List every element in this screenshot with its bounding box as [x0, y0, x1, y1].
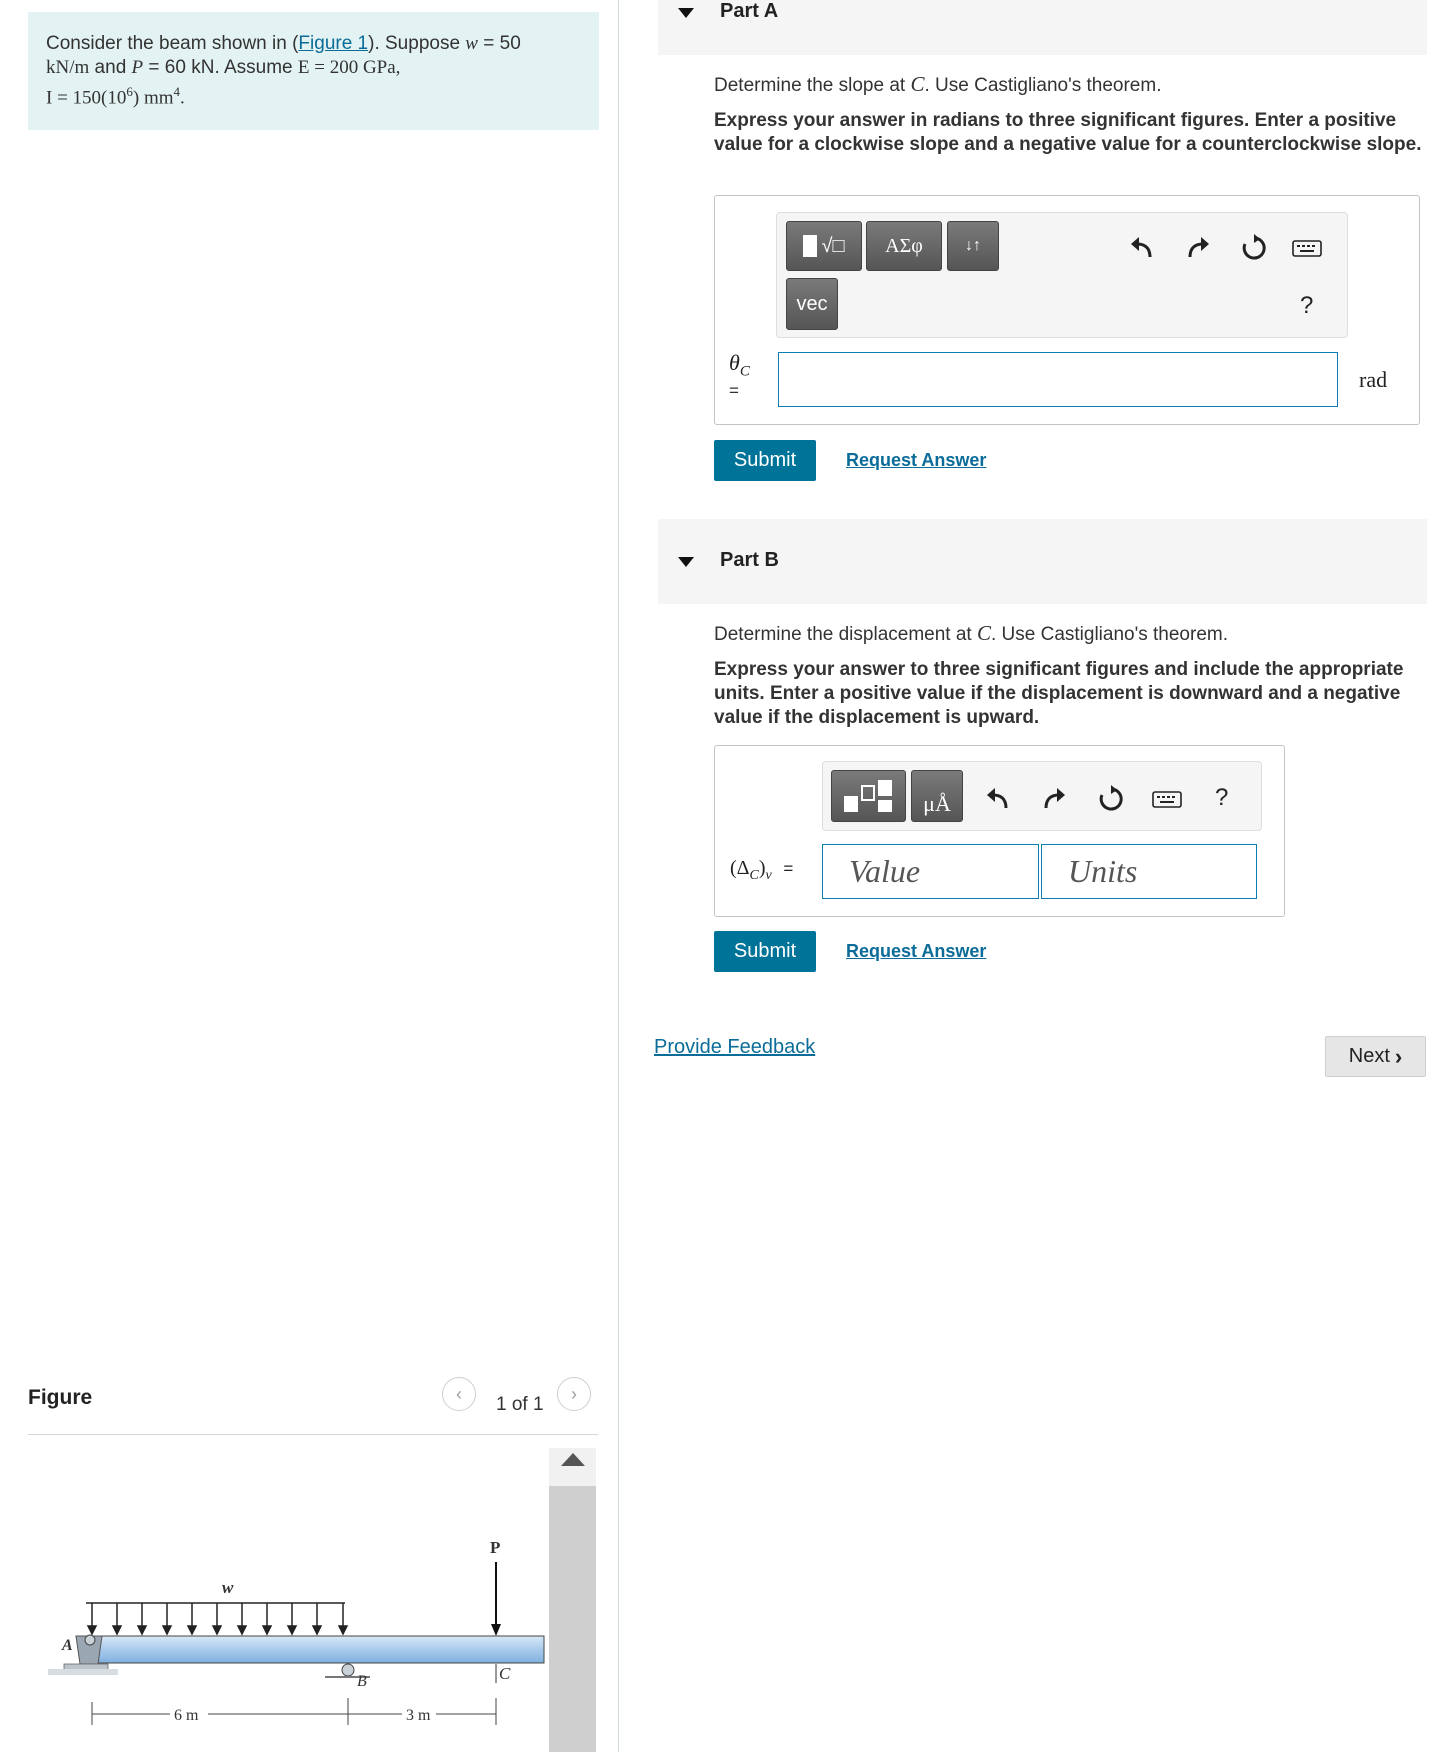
value-placeholder: Value [849, 853, 921, 889]
collapse-triangle-icon [678, 8, 694, 18]
question-text: . Use Castigliano's theorem. [990, 624, 1228, 645]
w-unit: kN/m [46, 57, 90, 78]
reset-icon [1097, 785, 1125, 813]
reset-icon [1240, 234, 1268, 262]
vec-button[interactable]: vec [786, 278, 838, 330]
label-P: P [490, 1538, 501, 1557]
problem-text: and [89, 57, 132, 78]
units-placeholder: Units [1068, 853, 1138, 889]
keyboard-button[interactable] [1150, 787, 1184, 811]
scroll-up-button[interactable] [549, 1448, 596, 1486]
theta-symbol: θ [729, 350, 740, 375]
problem-text: ). Suppose [368, 33, 466, 54]
i-exponent: 6 [126, 84, 133, 99]
redo-button[interactable] [1183, 232, 1215, 264]
part-b-header[interactable] [658, 519, 1427, 604]
units-input[interactable] [1041, 844, 1257, 899]
keyboard-icon [1152, 789, 1182, 809]
problem-text: . [180, 87, 185, 109]
i-unit: ) mm [132, 87, 174, 109]
value-input[interactable] [822, 844, 1039, 899]
next-label: Next [1348, 1045, 1390, 1067]
help-button[interactable]: ? [1215, 784, 1229, 811]
reset-button[interactable] [1238, 232, 1270, 264]
provide-feedback-link[interactable]: Provide Feedback [654, 1036, 816, 1058]
unit-rad: rad [1359, 367, 1388, 392]
delta-symbol: (Δ [730, 857, 750, 879]
part-a-question [714, 72, 1161, 97]
keyboard-icon [1292, 238, 1322, 258]
part-a-label: Part A [720, 0, 779, 22]
e-equation: E = 200 GPa, [297, 57, 401, 78]
p-value: = 60 kN [143, 57, 215, 78]
part-a-submit-button[interactable]: Submit [714, 440, 816, 481]
beam-figure [40, 1440, 545, 1752]
question-var: C [976, 621, 991, 645]
panel-divider [618, 0, 619, 1752]
label-C: C [499, 1664, 511, 1683]
units-button[interactable]: μÅ [911, 770, 963, 822]
part-b-question [714, 621, 1228, 646]
figure-prev-button[interactable] [442, 1377, 476, 1411]
question-var: C [910, 72, 925, 96]
point-load-arrowhead [491, 1624, 501, 1636]
paren-close: ) [758, 857, 766, 879]
triangle-up-icon [558, 1448, 588, 1472]
undo-button[interactable] [1125, 232, 1157, 264]
i-unit-exponent: 4 [173, 84, 181, 99]
figure-scrollbar[interactable] [549, 1448, 596, 1752]
distributed-load [86, 1603, 347, 1634]
next-button[interactable] [1325, 1036, 1426, 1077]
figure-next-button[interactable] [557, 1377, 591, 1411]
label-B: B [357, 1673, 367, 1690]
i-equation: I = 150(10 [46, 87, 127, 109]
problem-text: . Assume [214, 57, 298, 78]
undo-button[interactable] [981, 783, 1013, 815]
theta-c-input[interactable] [778, 352, 1338, 407]
template-block-icon [803, 235, 817, 257]
problem-statement [28, 12, 599, 130]
keyboard-button[interactable] [1290, 236, 1324, 260]
figure-title: Figure [28, 1386, 93, 1409]
dimension-lines [92, 1698, 496, 1725]
label-A: A [62, 1637, 73, 1654]
figure-link[interactable]: Figure 1 [298, 33, 369, 54]
question-text: Determine the displacement at [714, 624, 977, 645]
equals-sign: = [729, 381, 739, 400]
reset-button[interactable] [1095, 783, 1127, 815]
help-button[interactable]: ? [1300, 292, 1314, 319]
chevron-right-icon: › [571, 1383, 577, 1404]
part-a-header[interactable] [658, 0, 1427, 55]
redo-icon [1186, 235, 1212, 261]
collapse-triangle-icon [678, 557, 694, 567]
question-text: Determine the slope at [714, 75, 911, 96]
load-arrows [88, 1603, 347, 1634]
w-symbol: w [465, 33, 478, 54]
part-b-submit-button[interactable]: Submit [714, 931, 816, 972]
figure-divider [28, 1434, 598, 1435]
template-icon [842, 778, 896, 814]
redo-button[interactable] [1039, 783, 1071, 815]
part-a-instructions: Express your answer in radians to three significant figures. Enter a positive value for a clockwise slope and a negative value for a counterclockwise slope. [714, 110, 1422, 155]
redo-icon [1042, 786, 1068, 812]
delta-subscript-v: v [765, 868, 772, 883]
w-value: = 50 [477, 33, 521, 54]
question-text: . Use Castigliano's theorem. [924, 75, 1162, 96]
chevron-left-icon: ‹ [456, 1383, 462, 1404]
part-a-request-answer-link[interactable]: Request Answer [846, 450, 987, 470]
delta-subscript: C [749, 868, 759, 883]
undo-icon [1128, 235, 1154, 261]
greek-button[interactable]: ΑΣφ [866, 221, 942, 271]
part-b-label: Part B [720, 549, 779, 571]
sqrt-icon: √□ [821, 234, 845, 257]
undo-icon [984, 786, 1010, 812]
chevron-right-icon: › [1394, 1043, 1403, 1069]
theta-c-label [729, 350, 750, 380]
templates-button[interactable] [786, 221, 862, 271]
beam [84, 1636, 544, 1663]
label-w: w [222, 1578, 234, 1597]
template-button[interactable] [831, 770, 906, 822]
theta-subscript: C [739, 363, 750, 380]
part-b-instructions: Express your answer to three significant figures and include the appropriate units. Enter a positive value if the displacement is downward and a negative value if the displacement is upward. [714, 659, 1404, 728]
p-symbol: P [131, 57, 144, 78]
part-b-request-answer-link[interactable]: Request Answer [846, 941, 987, 961]
arrows-button[interactable]: ↓↑ [947, 221, 999, 271]
beam-diagram [40, 1440, 545, 1752]
delta-c-label [730, 857, 793, 884]
problem-text: Consider the beam shown in ( [46, 33, 299, 54]
figure-page-count: 1 of 1 [496, 1394, 544, 1415]
label-span1: 6 m [174, 1707, 199, 1724]
label-span2: 3 m [406, 1707, 431, 1724]
equals-sign: = [783, 859, 794, 878]
